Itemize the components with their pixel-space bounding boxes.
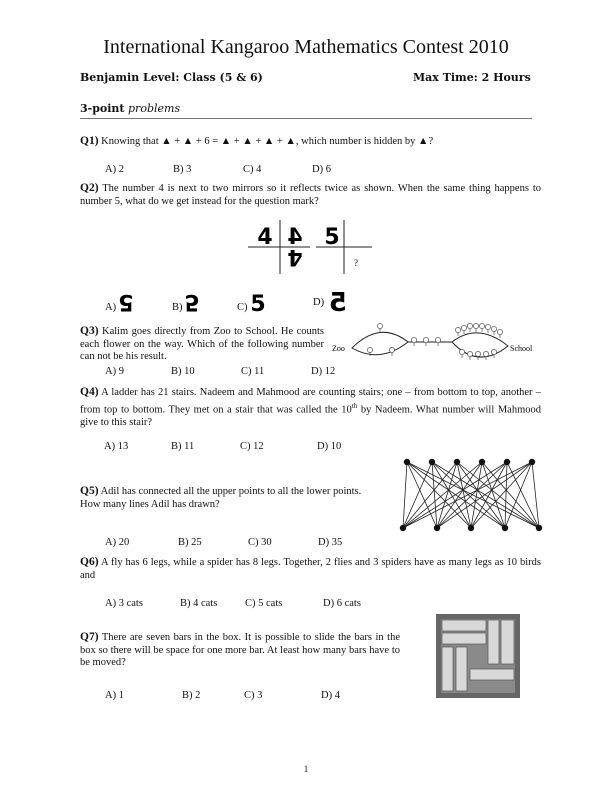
q5-point xyxy=(429,459,435,465)
q7-option-c[interactable]: C) 3 xyxy=(244,690,263,701)
q2-digit-four-double-mirror xyxy=(287,244,302,269)
q3-text xyxy=(80,325,324,364)
svg-text:5: 5 xyxy=(328,288,348,318)
q7-bar-7 xyxy=(470,669,514,680)
q2-digit-five: 5 xyxy=(324,225,340,250)
q5-line xyxy=(505,462,507,528)
section-rule xyxy=(80,118,532,119)
q5-point xyxy=(400,525,406,531)
q3-flower xyxy=(473,323,478,328)
q3-label-school: School xyxy=(510,344,533,353)
q3-flower xyxy=(467,351,472,356)
q7-text xyxy=(80,631,400,670)
svg-text:4: 4 xyxy=(287,225,303,250)
q7-option-a[interactable]: A) 1 xyxy=(105,690,124,701)
q3-flower xyxy=(467,323,472,328)
q2-option-a[interactable]: A) xyxy=(105,302,117,313)
page-title: International Kangaroo Mathematics Contest 2010 xyxy=(103,36,509,58)
q2-option-c[interactable]: C) xyxy=(237,302,248,313)
q3-flower xyxy=(367,347,372,352)
q5-line xyxy=(403,462,507,528)
q3-flower xyxy=(485,324,490,329)
q2-question-mark: ? xyxy=(354,258,358,268)
q4-option-b[interactable]: B) 11 xyxy=(171,441,195,452)
q5-point xyxy=(536,525,542,531)
q5-option-d[interactable]: D) 35 xyxy=(318,537,343,548)
max-time-label: Max Time: 2 Hours xyxy=(413,71,531,84)
q4-body-b: by Nadeem. What number will Mahmood give to this stair? xyxy=(80,404,541,428)
q5-point xyxy=(404,459,410,465)
q5-connecting-lines xyxy=(403,462,539,528)
q3-flower xyxy=(411,337,416,342)
q2-option-a-glyph xyxy=(117,290,135,316)
q7-bar-6 xyxy=(456,647,467,691)
q5-option-b[interactable]: B) 25 xyxy=(178,537,202,548)
q2-option-c-glyph xyxy=(249,290,267,316)
q5-line xyxy=(407,462,471,528)
q3-flower xyxy=(377,323,382,328)
q3-option-d[interactable]: D) 12 xyxy=(311,366,336,377)
q4-superscript: th xyxy=(351,401,358,410)
q2-text xyxy=(80,182,541,208)
q6-text xyxy=(80,556,541,582)
section-heading-bold: 3-point xyxy=(80,102,125,115)
q1-option-b[interactable]: B) 3 xyxy=(173,164,192,175)
q6-option-b[interactable]: B) 4 cats xyxy=(180,598,218,609)
q3-option-b[interactable]: B) 10 xyxy=(171,366,195,377)
q2-option-d-glyph xyxy=(325,288,351,316)
section-heading xyxy=(80,102,180,115)
q7-bar-3 xyxy=(442,633,486,644)
q3-path-figure xyxy=(330,318,540,368)
q2-number: Q2) xyxy=(80,182,99,194)
q5-line xyxy=(532,462,539,528)
q5-point xyxy=(454,459,460,465)
q5-option-a[interactable]: A) 20 xyxy=(105,537,130,548)
q3-lens-left xyxy=(352,332,408,354)
q5-line xyxy=(403,462,407,528)
q3-flower xyxy=(497,329,502,334)
q4-option-d[interactable]: D) 10 xyxy=(317,441,342,452)
q5-point xyxy=(529,459,535,465)
svg-text:5: 5 xyxy=(184,289,200,314)
q2-body: The number 4 is next to two mirrors so it reflects twice as shown. When the same thing happens to number 5, what do we get instead for the question mark? xyxy=(80,183,542,207)
q5-lines-figure xyxy=(395,456,545,536)
q6-option-d[interactable]: D) 6 cats xyxy=(323,598,361,609)
q7-bar-1 xyxy=(442,620,486,631)
q5-point xyxy=(502,525,508,531)
svg-text:4: 4 xyxy=(287,244,303,269)
q3-flower xyxy=(389,347,394,352)
q3-flower xyxy=(423,337,428,342)
q2-mirror-figure xyxy=(248,220,378,274)
q3-flower xyxy=(479,323,484,328)
svg-text:5: 5 xyxy=(118,289,134,314)
q3-flower xyxy=(461,325,466,330)
level-label: Benjamin Level: Class (5 & 6) xyxy=(80,71,263,84)
q7-option-b[interactable]: B) 2 xyxy=(182,690,201,701)
q4-option-a[interactable]: A) 13 xyxy=(104,441,129,452)
q3-number: Q3) xyxy=(80,325,99,337)
q6-number: Q6) xyxy=(80,556,99,568)
q3-label-zoo: Zoo xyxy=(332,344,345,353)
page-number: 1 xyxy=(303,764,309,774)
q6-body: A fly has 6 legs, while a spider has 8 legs. Together, 2 flies and 3 spiders have as many legs as 10 birds and xyxy=(80,557,542,581)
q5-number: Q5) xyxy=(80,485,99,497)
q4-text xyxy=(80,386,541,429)
q7-bar-2 xyxy=(488,620,499,664)
q7-box-figure xyxy=(436,614,520,698)
q1-text xyxy=(80,135,532,149)
q3-flower xyxy=(455,327,460,332)
q5-text xyxy=(80,485,370,511)
q3-flower xyxy=(491,349,496,354)
q1-option-d[interactable]: D) 6 xyxy=(312,164,331,175)
q3-option-a[interactable]: A) 9 xyxy=(105,366,124,377)
q2-option-b[interactable]: B) xyxy=(172,302,183,313)
q3-flower xyxy=(475,351,480,356)
q7-body: There are seven bars in the box. It is possible to slide the bars in the box so there will be space for one more bar. At least how many bars have to be moved? xyxy=(80,632,401,668)
q5-body: Adil has connected all the upper points to all the lower points. How many lines Adil has drawn? xyxy=(80,486,362,510)
svg-text:5: 5 xyxy=(250,292,266,317)
q5-option-c[interactable]: C) 30 xyxy=(248,537,272,548)
q1-option-c[interactable]: C) 4 xyxy=(243,164,262,175)
q2-digit-four: 4 xyxy=(257,225,273,250)
q3-body: Kalim goes directly from Zoo to School. He counts each flower on the way. Which of the following number can not be his result. xyxy=(80,326,324,362)
q1-body: Knowing that ▲ + ▲ + 6 = ▲ + ▲ + ▲ + ▲, which number is hidden by ▲? xyxy=(101,136,434,147)
q3-option-c[interactable]: C) 11 xyxy=(241,366,265,377)
q5-line xyxy=(403,462,432,528)
q2-option-b-glyph xyxy=(183,290,201,316)
section-heading-italic: problems xyxy=(128,102,181,115)
q4-number: Q4) xyxy=(80,386,99,398)
q7-number: Q7) xyxy=(80,631,99,643)
q3-flower xyxy=(435,337,440,342)
q5-point xyxy=(479,459,485,465)
q7-bar-5 xyxy=(442,647,453,691)
q2-option-d[interactable]: D) xyxy=(313,297,325,308)
q5-point xyxy=(468,525,474,531)
q7-bar-4 xyxy=(501,620,514,664)
q1-option-a[interactable]: A) 2 xyxy=(105,164,124,175)
q4-body-a: A ladder has 21 stairs. Nadeem and Mahmood are counting stairs; one – from bottom to top, another – from top to bottom. They met on a stair that was called the 10 xyxy=(80,387,541,415)
q5-point xyxy=(504,459,510,465)
q3-flower xyxy=(483,351,488,356)
q7-option-d[interactable]: D) 4 xyxy=(321,690,340,701)
q6-option-c[interactable]: C) 5 cats xyxy=(245,598,283,609)
q3-flower xyxy=(491,326,496,331)
q1-number: Q1) xyxy=(80,135,99,147)
q5-point xyxy=(434,525,440,531)
q4-option-c[interactable]: C) 12 xyxy=(240,441,264,452)
q6-option-a[interactable]: A) 3 cats xyxy=(105,598,143,609)
q3-flower xyxy=(459,349,464,354)
